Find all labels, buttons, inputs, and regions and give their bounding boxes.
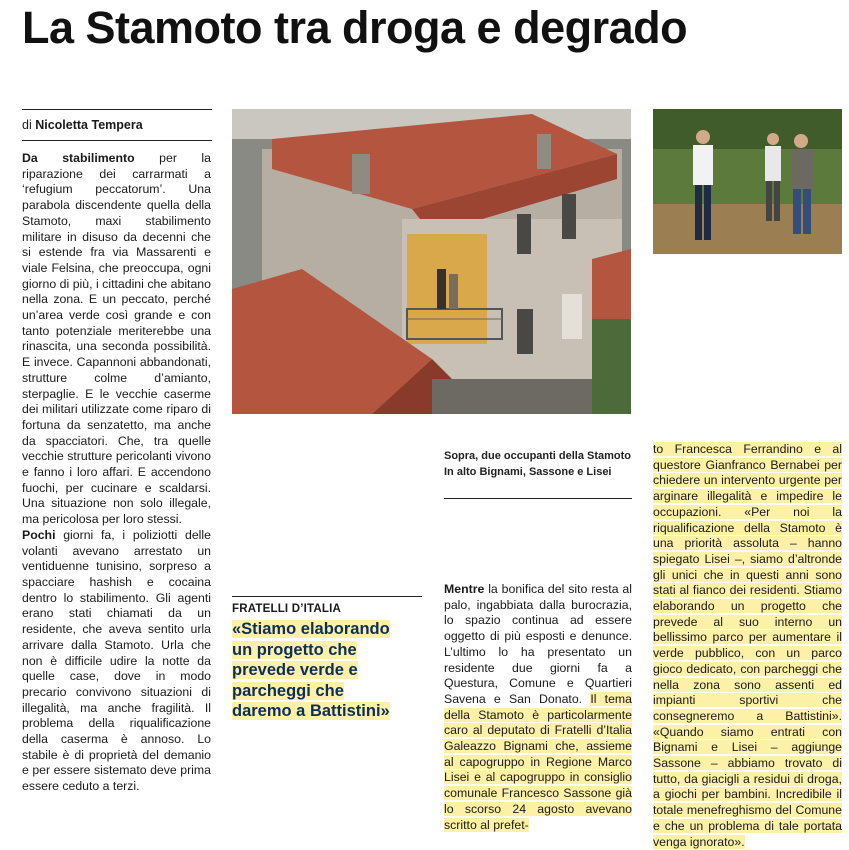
- quote-label: FRATELLI D’ITALIA: [232, 603, 342, 615]
- caption-rule: [444, 498, 632, 499]
- article-column-4: [653, 442, 842, 849]
- byline-prefix: di: [22, 118, 32, 132]
- main-photo: [232, 109, 631, 414]
- paragraph-2-lead: Pochi: [22, 527, 56, 542]
- pull-quote-text: «Stiamo elaborando un progetto che prevede verde e parcheggi che daremo a Battistini»: [232, 620, 390, 720]
- caption-line-1: Sopra, due occupanti della Stamoto: [444, 450, 632, 462]
- byline-bottom-rule: [22, 140, 212, 141]
- quote-top-rule: [232, 596, 422, 597]
- paragraph-4: [653, 442, 842, 850]
- paragraph-2-body: giorni fa, i poliziotti delle volanti avevano arrestato un ventiduenne tunisino, sorpreso a spacciare hashish e cocaina dentro lo stabilimento. Gli agenti erano stati chiamati da un residente, che aveva sentito urla arrivare dalla Stamoto. Urla che non è difficile udire la notte da quelle case, dove in modo precario convivono situazioni di illegalità, ma anche fragilità. Il problema della riqualificazione della caserma è annoso. Lo stabile è di proprietà del demanio e per essere sistemato deve prima essere ceduto a terzi.: [22, 527, 211, 794]
- paragraph-3-highlight: Il tema della Stamoto è particolarmente caro al deputato di Fratelli d’Italia Galeazzo Bignami che, assieme al capogruppo in Regione Marco Lisei e al capogruppo in consiglio comunale Francesco Sassone già lo scorso 24 agosto avevano scritto al prefet-: [444, 691, 632, 832]
- article-column-3: [444, 582, 632, 832]
- small-photo: [653, 109, 842, 254]
- paragraph-1-body: per la riparazione dei carrarmati a ‘refugium peccatorum’. Una parabola discendente quella della Stamoto, maxi stabilimento militare in disuso da decenni che si estende fra via Massarenti e viale Felsina, che preoccupa, ogni giorno di più, i cittadini che abitano nella zona. E un peccato, perché un’area verde così grande e con tanto potenziale meriterebbe una rinascita, una seconda possibilità. E invece. Capannoni abbandonati, strutture colme d’amianto, sterpaglie. E le vecchie caserme dei militari utilizzate come riparo di fortuna da senzatetto, ma anche da spacciatori. Che, tra quelle vecchie strutture pericolanti vivono e fanno i loro affari. E accendono fuochi, per cucinare e scaldarsi. Una situazione non solo illegale, ma pericolosa per loro stessi.: [22, 151, 211, 527]
- article-column-1: [22, 151, 211, 807]
- paragraph-4-text: to Francesca Ferrandino e al questore Gianfranco Bernabei per chiedere un intervento urgente per arginare illegalità e impedire le occupazioni. «Per noi la riqualificazione della Stamoto è una priorità assoluta – hanno spiegato Lisei –, siamo d’altronde gli unici che in questi anni sono stati al fianco dei residenti. Stiamo elaborando un progetto che prevede al suo interno un bellissimo parco per aumentare il verde pubblico, con un parco gioco dedicato, con parcheggi che nella zona sono assenti ed impianti sportivi che consegneremo a Battistini». «Quando siamo entrati con Bignami e Lisei – aggiunge Sassone – abbiamo trovato di tutto, da giacigli a residui di droga, a giochi per bambini. Incredibile il totale menefreghismo del Comune e che un problema di tale portata venga ignorato».: [653, 442, 842, 849]
- byline-author: Nicoletta Tempera: [35, 118, 143, 132]
- photo-caption: [444, 448, 634, 480]
- paragraph-3-lead: Mentre: [444, 582, 485, 596]
- paragraph-3-body: la bonifica del sito resta al palo, ingabbiata dalla burocrazia, lo spazio continua ad essere oggetto di più esposti e denunce. L’ultimo lo ha presentato un residente due giorni fa a Questura, Comune e Quartieri Savena e San Donato.: [444, 582, 632, 706]
- paragraph-1: [22, 151, 211, 528]
- headline: La Stamoto tra droga e degrado: [22, 2, 688, 53]
- paragraph-3: [444, 582, 632, 833]
- pull-quote: [232, 619, 408, 722]
- byline-top-rule: [22, 109, 212, 110]
- byline: [22, 118, 212, 132]
- caption-line-2: In alto Bignami, Sassone e Lisei: [444, 466, 612, 478]
- paragraph-1-lead: Da stabilimento: [22, 151, 135, 165]
- paragraph-2: [22, 528, 211, 795]
